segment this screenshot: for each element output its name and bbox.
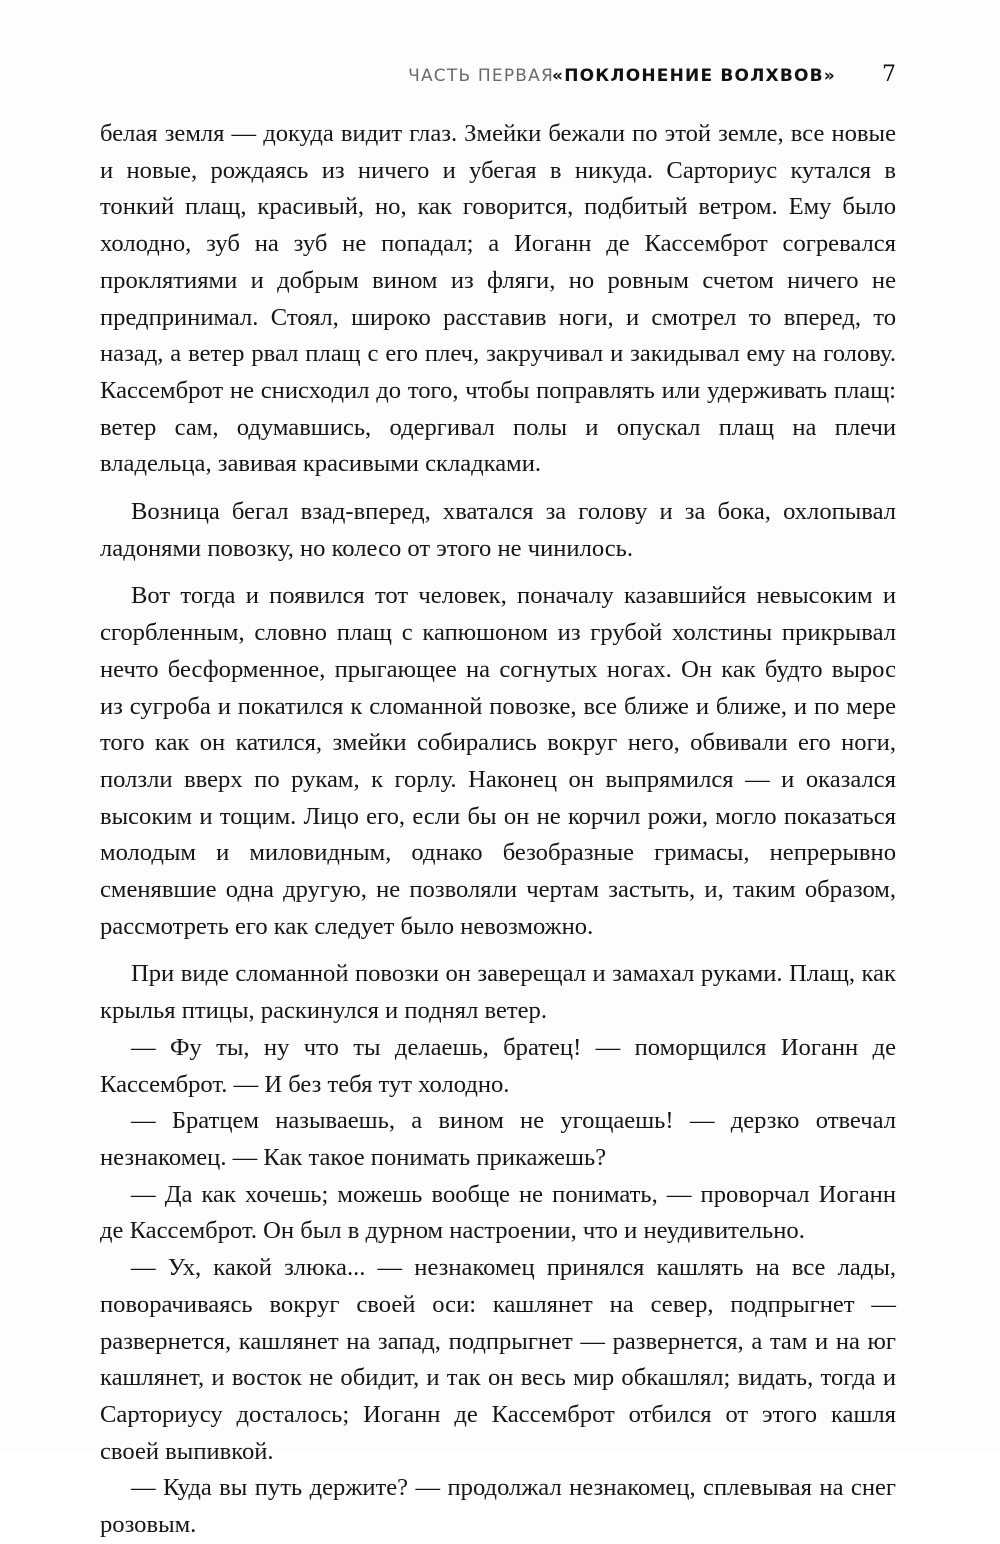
dialogue-line: — Братцем называешь, а вином не угощаешь! — дерзко отвечал незнакомец. — Как такое понимать прикажешь? xyxy=(100,1107,896,1171)
paragraph: Возница бегал взад-вперед, хватался за голову и за бока, охлопывал ладонями повозку, но колесо от этого не чинилось. xyxy=(100,498,896,562)
paragraph: При виде сломанной повозки он заверещал и замахал руками. Плащ, как крылья птицы, раскинулся и поднял ветер. xyxy=(100,960,896,1025)
chapter-title: «ПОКЛОНЕНИЕ ВОЛХВОВ» xyxy=(552,66,836,86)
page-number: 7 xyxy=(882,62,896,87)
dialogue-line: — Фу ты, ну что ты делаешь, братец! — поморщился Иоганн де Кассемброт. — И без тебя тут холодно. xyxy=(100,1033,896,1098)
dialogue-line: — Да как хочешь; можешь вообще не понимать, — проворчал Иоганн де Кассемброт. Он был в дурном настроении, что и неудивительно. xyxy=(100,1180,896,1245)
running-head xyxy=(96,62,896,92)
dialogue-line: — Ух, какой злюка... — незнакомец принялся кашлять на все лады, поворачиваясь вокруг своей оси: кашлянет на север, подпрыгнет — развернется, кашлянет на запад, подпрыгнет — развернется, а там и на юг кашлянет, и восток не обидит, и так он весь мир обкашлял; видать, тогда и Сарториусу досталось; Иоганн де Кассемброт отбился от этого кашля своей выпивкой. xyxy=(100,1254,896,1465)
paragraph: Вот тогда и появился тот человек, поначалу казавшийся невысоким и сгорбленным, словно плащ с капюшоном из грубой холстины прикрывал нечто бесформенное, прыгающее на согнутых ногах. Он как будто вырос из сугроба и покатился к сломанной повозке, все ближе и ближе, и по мере того как он катился, змейки собирались вокруг него, обвивали его ноги, ползли вверх по рукам, к горлу. Наконец он выпрямился — и оказался высоким и тощим. Лицо его, если бы он не корчил рожи, могло показаться молодым и миловидным, однако безобразные гримасы, непрерывно сменявшие одна другую, не позволяли чертам застыть, и, таким образом, рассмотреть его как следует было невозможно. xyxy=(100,582,896,940)
body-text xyxy=(100,116,896,1544)
dialogue-line: — Куда вы путь держите? — продолжал незнакомец, сплевывая на снег розовым. xyxy=(100,1474,896,1539)
part-label: ЧАСТЬ ПЕРВАЯ xyxy=(408,66,554,86)
paragraph: белая земля — докуда видит глаз. Змейки бежали по этой земле, все новые и новые, рождаясь из ничего и убегая в никуда. Сарториус кутался в тонкий плащ, красивый, но, как говорится, подбитый ветром. Ему было холодно, зуб на зуб не попадал; а Иоганн де Кассемброт согревался проклятиями и добрым вином из фляги, но ровным счетом ничего не предпринимал. Стоял, широко расставив ноги, и смотрел то вперед, то назад, а ветер рвал плащ с его плеч, закручивал и закидывал ему на голову. Кассемброт не снисходил до того, чтобы поправлять или удерживать плащ: ветер сам, одумавшись, одергивал полы и опускал плащ на плечи владельца, завивая красивыми складками. xyxy=(100,120,896,478)
